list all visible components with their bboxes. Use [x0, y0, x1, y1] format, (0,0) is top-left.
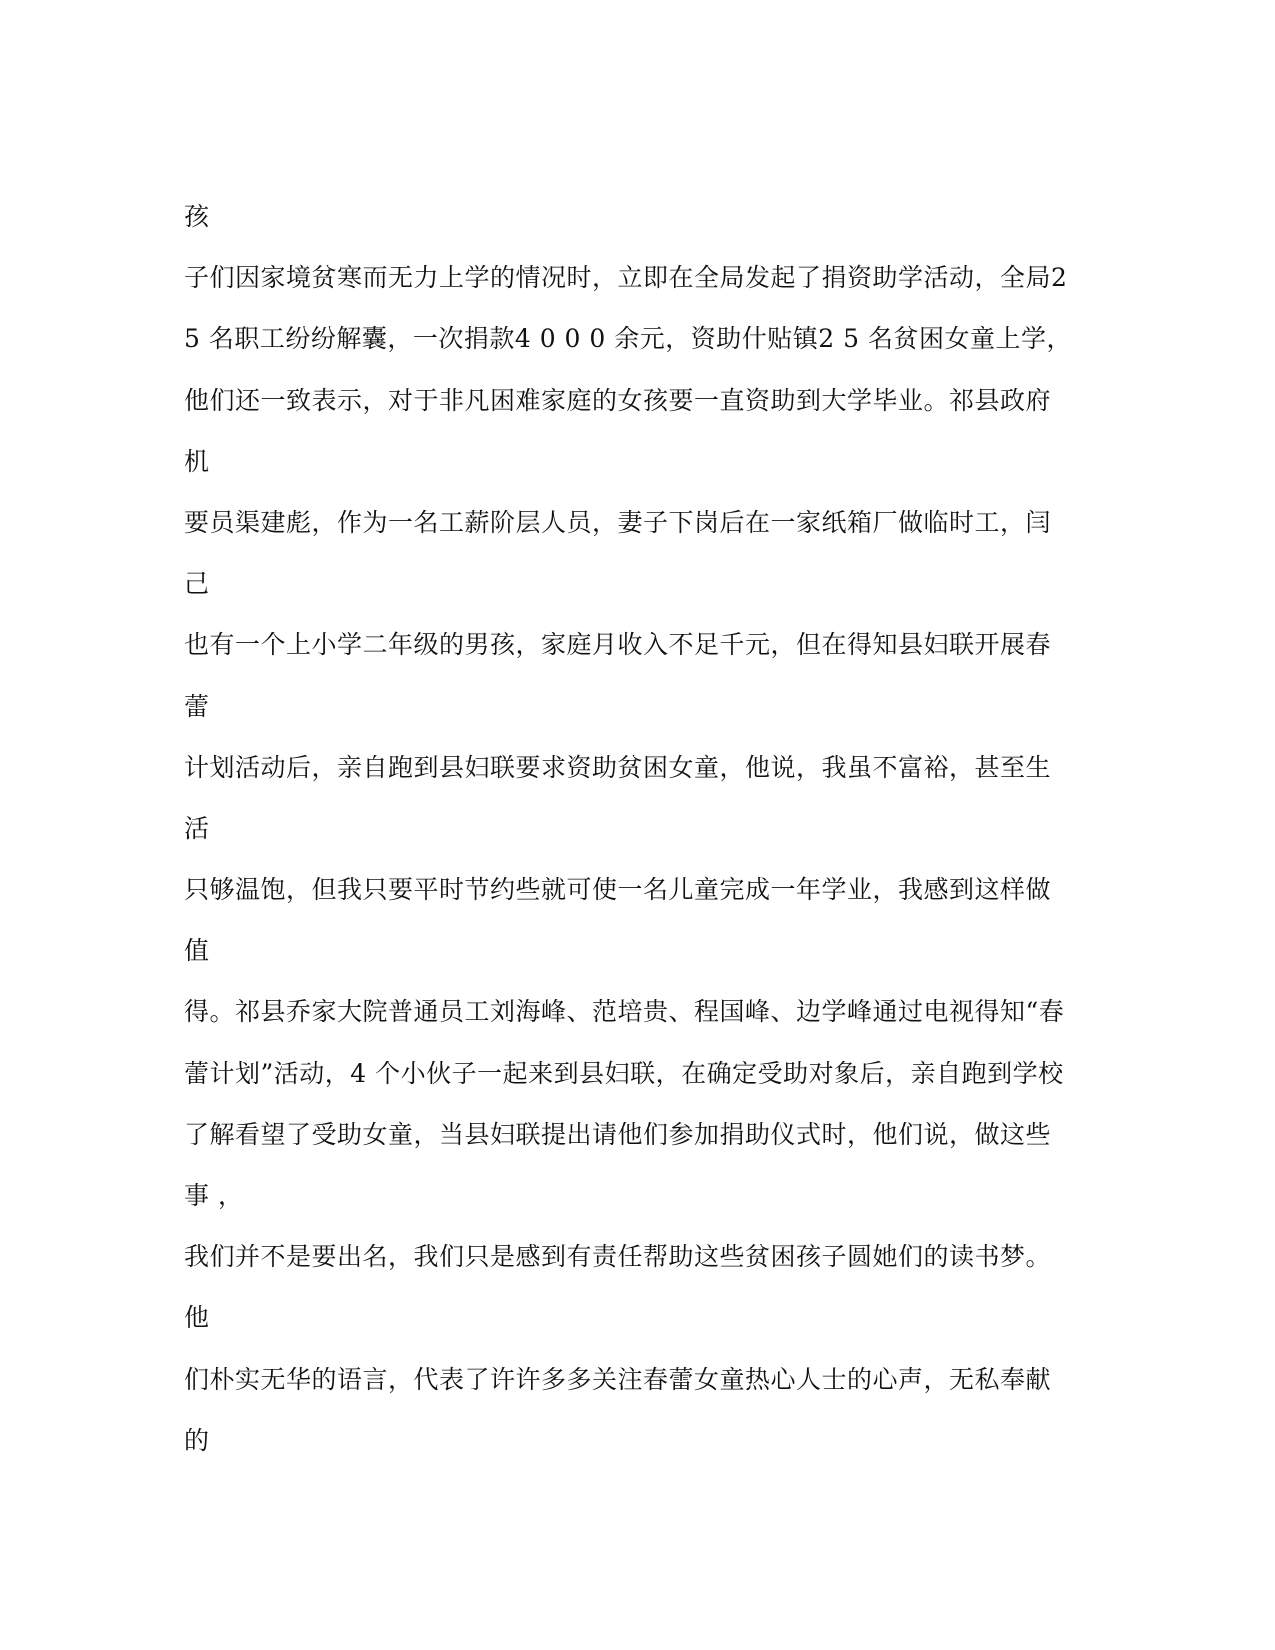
text-line: 我们并不是要出名，我们只是感到有责任帮助这些贫困孩子圆她们的读书梦。: [184, 1242, 1052, 1272]
text-line: 的: [184, 1425, 210, 1455]
text-line: 活: [184, 813, 210, 843]
text-line: 5 名职工纷纷解囊，一次捐款4 0 0 0 余元，资助什贴镇2 5 名贫困女童上学，: [184, 324, 1072, 354]
text-line: 只够温饱，但我只要平时节约些就可使一名儿童完成一年学业，我感到这样做: [184, 875, 1052, 905]
text-line: 蕾: [184, 691, 210, 721]
body-text: [184, 199, 1072, 1484]
text-line: 他: [184, 1303, 210, 1333]
text-line: 机: [184, 446, 210, 476]
text-line: 蕾计划”活动，4 个小伙子一起来到县妇联，在确定受助对象后，亲自跑到学校: [184, 1058, 1064, 1088]
text-line: 孩: [184, 202, 210, 231]
text-line: 己: [184, 569, 210, 599]
text-line: 值: [184, 936, 210, 966]
text-line: 子们因家境贫寒而无力上学的情况时，立即在全局发起了捐资助学活动，全局2: [184, 263, 1068, 293]
text-line: 们朴实无华的语言，代表了许许多多关注春蕾女童热心人士的心声，无私奉献: [184, 1364, 1052, 1394]
text-line: 了解看望了受助女童，当县妇联提出请他们参加捐助仪式时，他们说，做这些: [184, 1119, 1052, 1149]
text-line: 要员渠建彪，作为一名工薪阶层人员，妻子下岗后在一家纸箱厂做临时工，闫: [184, 507, 1052, 537]
text-line: 计划活动后，亲自跑到县妇联要求资助贫困女童，他说，我虽不富裕，甚至生: [184, 752, 1052, 782]
text-line: 得。祁县乔家大院普通员工刘海峰、范培贵、程国峰、边学峰通过电视得知“春: [184, 997, 1065, 1027]
text-line: 他们还一致表示，对于非凡困难家庭的女孩要一直资助到大学毕业。祁县政府: [184, 385, 1052, 415]
text-line: 事 ，: [184, 1181, 244, 1210]
text-line: 也有一个上小学二年级的男孩，家庭月收入不足千元，但在得知县妇联开展春: [184, 630, 1052, 660]
